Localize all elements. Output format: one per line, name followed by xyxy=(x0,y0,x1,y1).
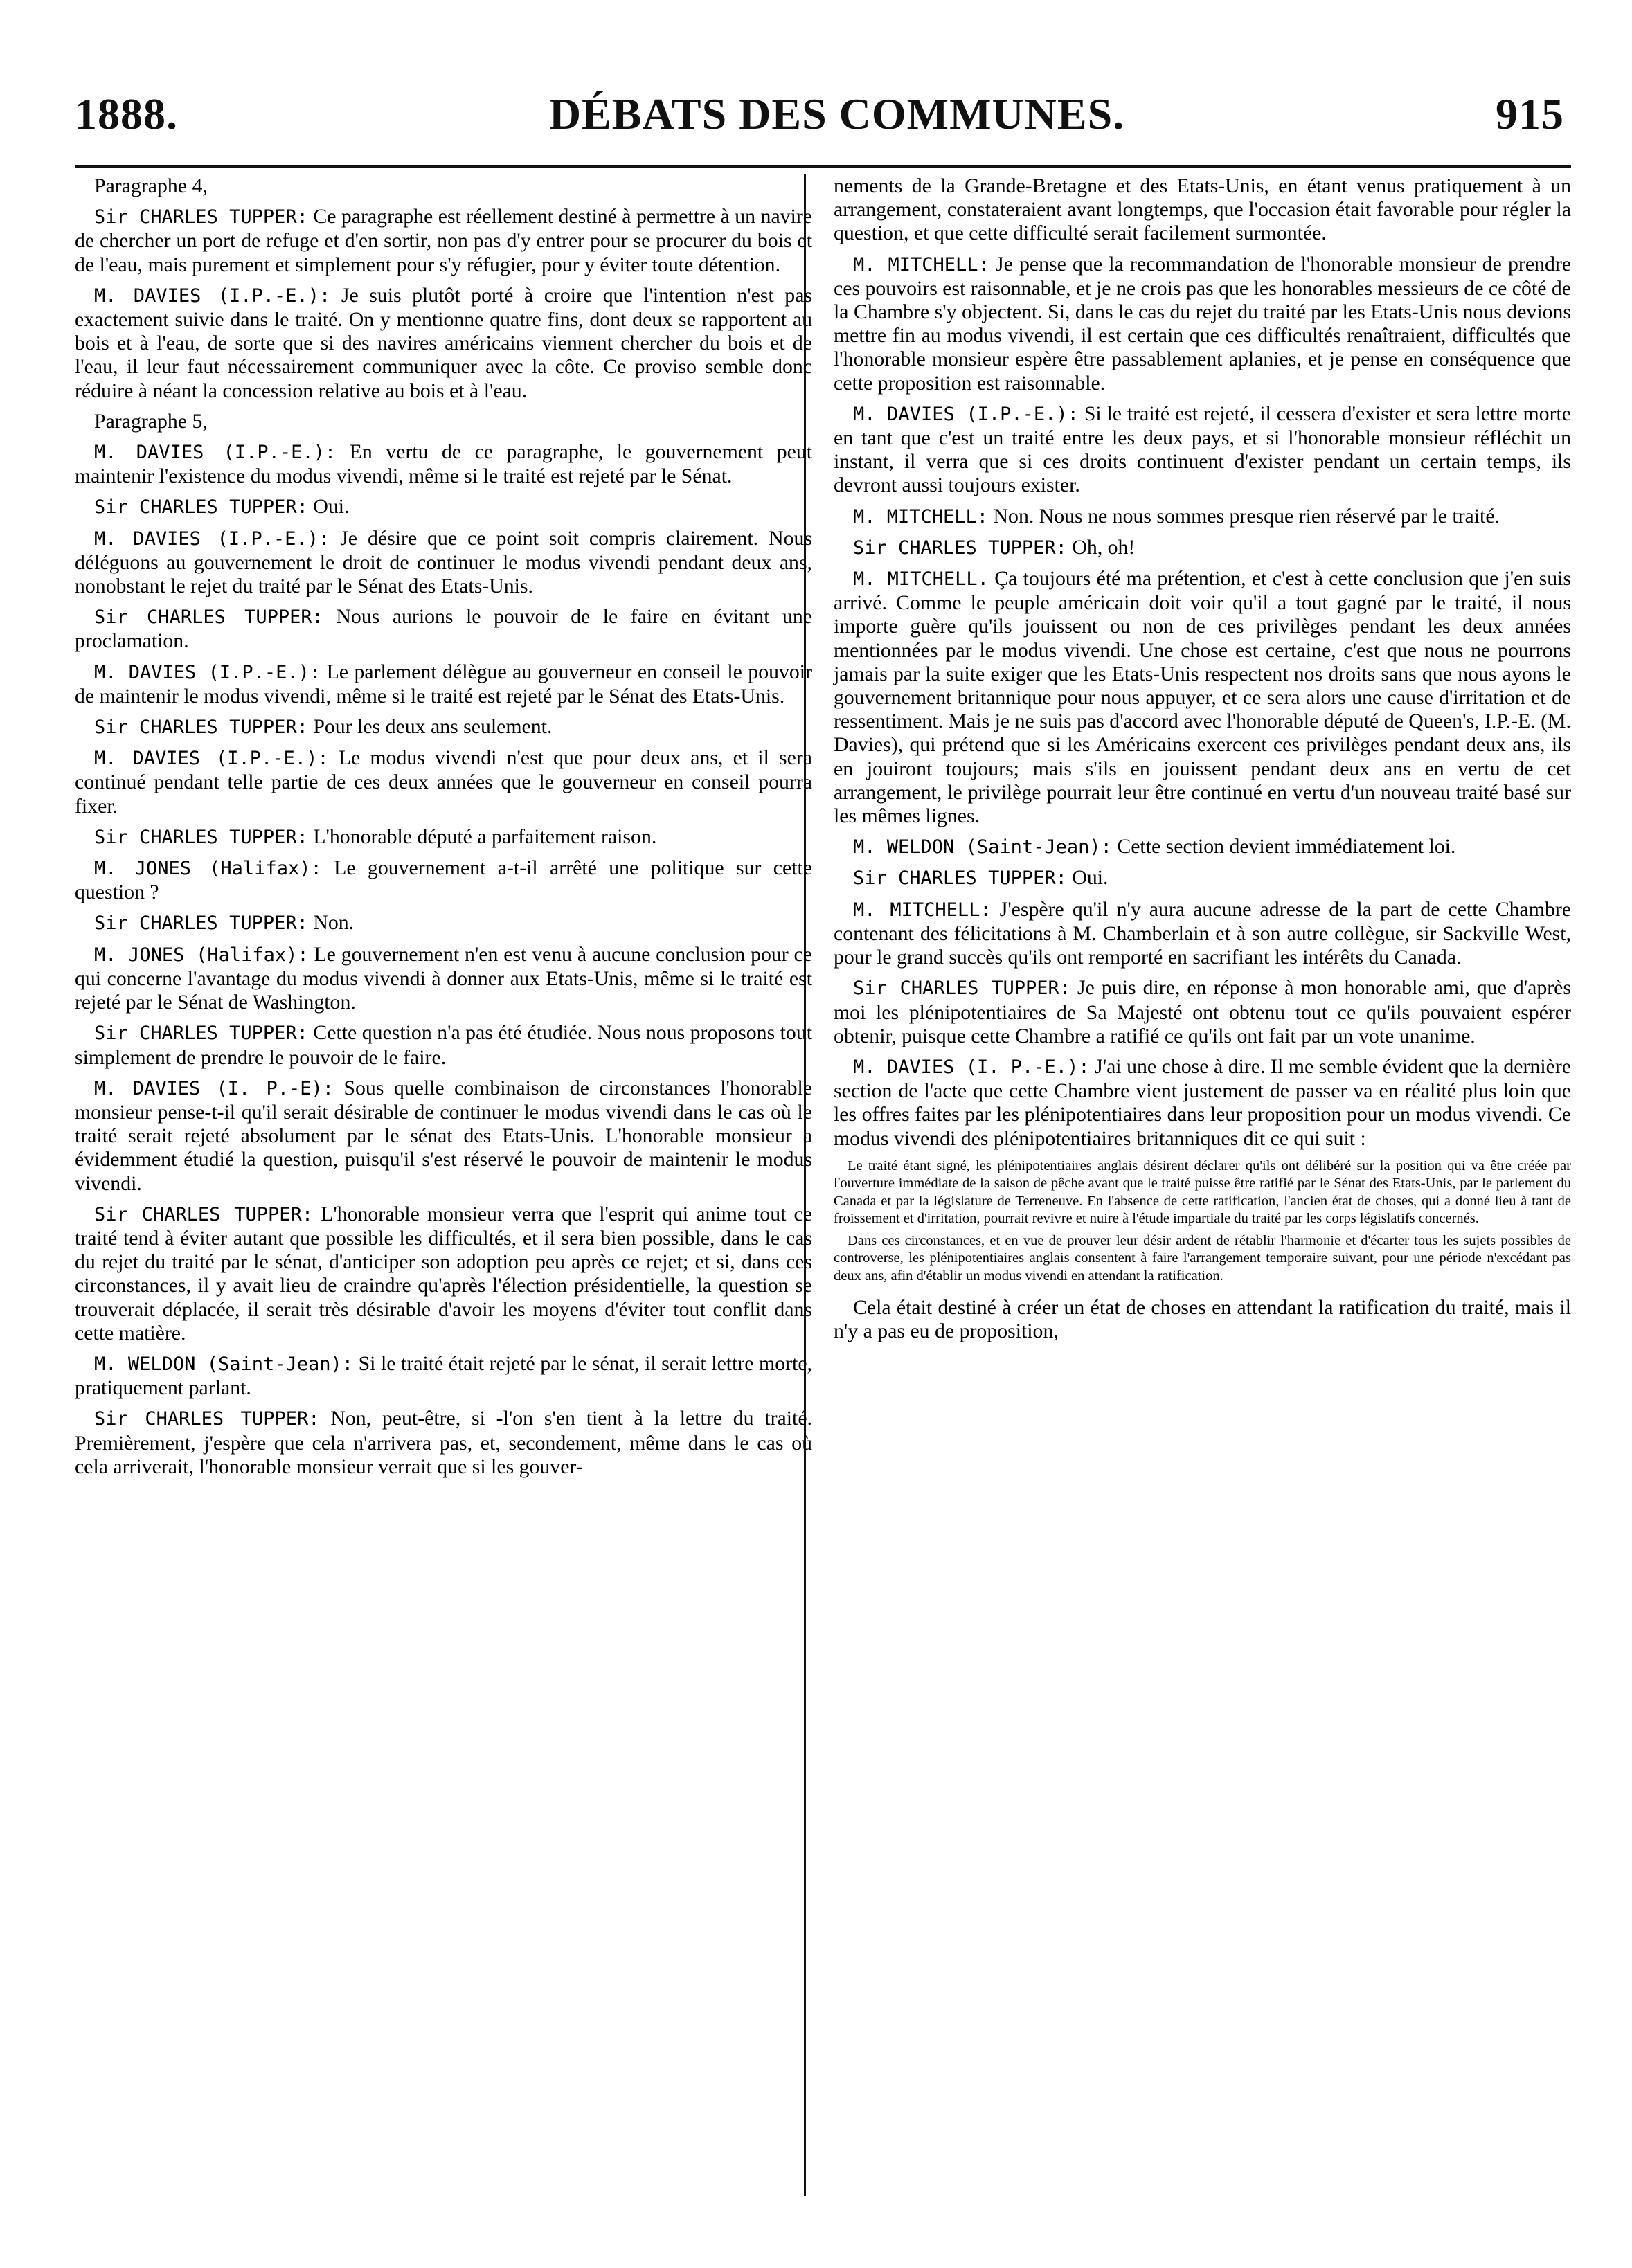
speaker-name: M. JONES (Halifax): xyxy=(94,944,309,966)
paragraph xyxy=(75,495,812,519)
speech-text: Sous quelle combinaison de circonstances l'honorable monsieur pense-t-il qu'il serait désirable de continuer le modus vivendi dans le cas où le traité serait rejeté absolument par le sénat des Etats-Unis. L'honorable monsieur a évidemment étudié la question, puisqu'il s'est réservé le pouvoir de maintenir le modus vivendi. xyxy=(75,1076,813,1195)
speech-text: Le parlement délègue au gouverneur en conseil le pouvoir de maintenir le modus vivendi, même si le traité est rejeté par le Sénat des Etats-Unis. xyxy=(75,660,812,708)
speech-text: J'ai une chose à dire. Il me semble évident que la dernière section de l'acte que cette Chambre vient justement de passer va en réalité plus loin que les offres faites par les plénipotentiaires dans leur proposition pour un modus vivendi. Ce modus vivendi des plénipotentiaires britanniques dit ce qui suit : xyxy=(834,1054,1571,1150)
paragraph xyxy=(75,660,812,708)
speech-text: Je pense que la recommandation de l'honorable monsieur de prendre ces pouvoirs est raisonnable, et je ne crois pas que les honorables messieurs de ce côté de la Chambre s'y objectent. Si, dans le cas du rejet du traité par les Etats-Unis nous devions mettre fin au modus vivendi, il est certain que ces difficultés renaîtraient, difficultés que l'honorable monsieur espère être passablement aplanies, et je pense en conséquence que cette proposition est raisonnable. xyxy=(834,252,1571,395)
speech-text: Oui. xyxy=(313,495,350,519)
speech-text: nements de la Grande-Bretagne et des Etats-Unis, en étant venus pratiquement à un arrangement, constateraient avant longtemps, que l'occasion était favorable pour régler la question, et que cette difficulté serait facilement surmontée. xyxy=(834,174,1571,245)
speaker-name: Sir CHARLES TUPPER: xyxy=(853,978,1071,1000)
paragraph xyxy=(834,536,1571,560)
speech-text: L'honorable député a parfaitement raison. xyxy=(313,825,657,848)
speaker-name: Sir CHARLES TUPPER: xyxy=(94,1408,320,1430)
speaker-name: M. MITCHELL: xyxy=(853,899,992,921)
paragraph xyxy=(75,205,812,277)
speaker-name: M. DAVIES (I.P.-E.): xyxy=(94,661,321,683)
paragraph xyxy=(834,898,1571,970)
paragraph xyxy=(834,505,1571,529)
speaker-name: M. DAVIES (I.P.-E.): xyxy=(853,403,1079,425)
quoted-passage: Dans ces circonstances, et en vue de prouver leur désir ardent de rétablir l'harmonie et d'écarter tous les sujets possibles de controverse, les plénipotentiaires anglais consentent à faire l'arrangement temporaire suivant, pour une période n'excédant pas deux ans, afin d'établir un modus vivendi en attendant la ratification. xyxy=(834,1232,1571,1284)
paragraph xyxy=(75,943,812,1015)
speaker-name: Sir CHARLES TUPPER: xyxy=(94,496,308,519)
speech-text: Paragraphe 5, xyxy=(94,409,208,433)
speech-text: Cette section devient immédiatement loi. xyxy=(1117,835,1456,858)
speech-text: L'honorable monsieur verra que l'esprit qui anime tout ce traité tend à éviter autant que possible les difficultés, et il sera bien possible, dans le cas du rejet du traité par le sénat, d'anticiper son adoption peu après ce rejet; et si, dans ces circonstances, il y avait lieu de craindre qu'après l'élection présidentielle, la question se trouverait déplacée, il serait très désirable d'avoir les moyens d'éviter tout conflit dans cette matière. xyxy=(75,1202,812,1344)
speaker-name: Sir CHARLES TUPPER: xyxy=(94,912,308,935)
speech-text: Non, peut-être, si -l'on s'en tient à la lettre du traité. Premièrement, j'espère que cela n'arrivera pas, et, secondement, même dans le cas où cela arriverait, l'honorable monsieur verrait que si les gouver- xyxy=(75,1407,813,1478)
quoted-passage: Le traité étant signé, les plénipotentiaires anglais désirent déclarer qu'ils ont délibéré sur la position qui va être créée par l'ouverture immédiate de la saison de pêche avant que le traité puisse être ratifié par le Sénat des Etats-Unis, par le parlement du Canada et par la législature de Terreneuve. En l'absence de cette ratification, l'ancien état de choses, qui a donné lieu à tant de froissement et d'irritation, pourrait revivre et nuire à l'étude impartiale du traité par les corps législatifs concernés. xyxy=(834,1158,1571,1227)
speech-text: Le modus vivendi n'est que pour deux ans, et il sera continué pendant telle partie de ces deux années que le gouverneur en conseil pourra fixer. xyxy=(75,746,812,818)
paragraph xyxy=(75,527,812,599)
closing-paragraph: Cela était destiné à créer un état de choses en attendant la ratification du traité, mais il n'y a pas eu de proposition, xyxy=(834,1296,1571,1343)
speech-text: Si le traité était rejeté par le sénat, il serait lettre morte, pratiquement parlant. xyxy=(75,1351,813,1400)
paragraph xyxy=(75,911,812,935)
speech-text: J'espère qu'il n'y aura aucune adresse de la part de cette Chambre contenant des félicitations à M. Chamberlain et à son autre collègue, sir Sackville West, pour le grand succès qu'ils ont remporté en sacrifiant les intérêts du Canada. xyxy=(834,897,1571,969)
speech-text: En vertu de ce paragraphe, le gouvernement peut maintenir l'existence du modus vivendi, même si le traité est rejeté par le Sénat. xyxy=(75,440,812,488)
journal-title: DÉBATS DES COMMUNES. xyxy=(548,89,1125,138)
paragraph xyxy=(75,605,812,653)
paragraph xyxy=(834,976,1571,1048)
speaker-name: Sir CHARLES TUPPER: xyxy=(94,1203,314,1225)
paragraph xyxy=(75,1352,812,1400)
speaker-name: M. DAVIES (I.P.-E.): xyxy=(94,442,337,464)
paragraph xyxy=(75,1077,812,1196)
speaker-name: M. MITCHELL: xyxy=(853,253,989,276)
paragraph xyxy=(834,835,1571,859)
left-column xyxy=(75,174,812,1486)
paragraph xyxy=(75,746,812,818)
paragraph xyxy=(75,1021,812,1069)
speech-text: Nous aurions le pouvoir de le faire en évitant une proclamation. xyxy=(75,605,812,653)
speech-text: Je désire que ce point soit compris clairement. Nous déléguons au gouvernement le droit de continuer le modus vivendi pendant deux ans, nonobstant le rejet du traité par le Sénat des Etats-Unis. xyxy=(75,526,812,598)
paragraph xyxy=(75,284,812,403)
speaker-name: Sir CHARLES TUPPER: xyxy=(853,537,1067,559)
speaker-name: M. DAVIES (I. P.-E.): xyxy=(853,1056,1090,1078)
speaker-name: M. DAVIES (I.P.-E.): xyxy=(94,528,330,550)
paragraph xyxy=(75,1203,812,1345)
speech-text: Non. xyxy=(313,911,355,935)
speech-text: Je puis dire, en réponse à mon honorable ami, que d'après moi les plénipotentiaires de Sa Majesté ont obtenu tout ce qu'ils pouvaient espérer obtenir, puisque cette Chambre a ratifié ce qu'ils ont fait par un vote unanime. xyxy=(834,976,1571,1047)
speaker-name: Sir CHARLES TUPPER: xyxy=(94,1023,308,1045)
paragraph xyxy=(75,410,812,433)
speech-text: Cette question n'a pas été étudiée. Nous nous proposons tout simplement de prendre le pouvoir de le faire. xyxy=(75,1021,812,1069)
paragraph xyxy=(834,174,1571,246)
paragraph xyxy=(75,715,812,739)
text-columns xyxy=(75,174,1571,1486)
speech-text: Le gouvernement a-t-il arrêté une politique sur cette question ? xyxy=(75,856,813,904)
header-rule xyxy=(75,165,1571,168)
speaker-name: Sir CHARLES TUPPER: xyxy=(94,206,308,228)
speech-text: Je suis plutôt porté à croire que l'intention n'est pas exactement suivie dans le traité. On y mentionne quatre fins, dont deux se rapportent au bois et à l'eau, de sorte que si des navires américains viennent chercher du bois et de l'eau, il leur faut nécessairement communiquer avec la côte. Ce proviso semble donc réduire à néant la concession relative au bois et à l'eau. xyxy=(75,283,813,402)
speaker-name: M. DAVIES (I.P.-E.): xyxy=(94,285,331,307)
paragraph xyxy=(75,856,812,904)
paragraph xyxy=(75,440,812,488)
paragraph xyxy=(834,567,1571,828)
paragraph xyxy=(75,1407,812,1479)
paragraph xyxy=(834,1055,1571,1151)
speaker-name: M. WELDON (Saint-Jean): xyxy=(94,1353,354,1375)
speaker-name: M. DAVIES (I.P.-E.): xyxy=(94,748,329,770)
paragraph xyxy=(75,825,812,849)
speech-text: Non. Nous ne nous sommes presque rien réservé par le traité. xyxy=(993,504,1500,528)
speaker-name: M. WELDON (Saint-Jean): xyxy=(853,836,1112,858)
speech-text: Le gouvernement n'en est venu à aucune conclusion pour ce qui concerne l'avantage du modus vivendi à donner aux Etats-Unis, même si le traité est rejeté par le Sénat de Washington. xyxy=(75,942,812,1014)
speaker-name: M. MITCHELL. xyxy=(853,568,989,591)
speech-text: Oh, oh! xyxy=(1072,535,1136,559)
speaker-name: Sir CHARLES TUPPER: xyxy=(94,826,308,848)
running-header xyxy=(75,89,1571,161)
speech-text: Ce paragraphe est réellement destiné à permettre à un navire de chercher un port de refuge et d'en sortir, non pas d'y entrer pour se procurer du bois et de l'eau, mais purement et simplement pour s'y réfugier, pour y éviter toute détention. xyxy=(75,205,812,276)
speaker-name: Sir CHARLES TUPPER: xyxy=(853,867,1067,890)
speech-text: Paragraphe 4, xyxy=(94,174,208,197)
speech-text: Oui. xyxy=(1072,866,1109,890)
speaker-name: M. DAVIES (I. P.-E): xyxy=(94,1077,334,1099)
right-column xyxy=(834,174,1571,1486)
speaker-name: Sir CHARLES TUPPER: xyxy=(94,606,323,629)
speech-text: Ça toujours été ma prétention, et c'est à cette conclusion que j'en suis arrivé. Comme le peuple américain doit voir qu'il a tout gagné par le traité, il nous importe guère qu'ils jouissent ou non de ces privilèges pendant les deux années mentionnées par le modus vivendi. Une chose est certaine, c'est que nous ne pourrons jamais par la suite exiger que les Etats-Unis respectent nos droits sans que nous ayons le gouvernement britannique pour nous appuyer, et ce sera alors une cause d'irritation et de ressentiment. Mais je ne suis pas d'accord avec l'honorable député de Queen's, I.P.-E. (M. Davies), qui prétend que si les Américains exercent ces privilèges pendant deux ans, ils en jouiront toujours; mais s'ils en jouissent pendant deux ans en vertu de cet arrangement, le privilège pourrait leur être continué en vertu d'un nouveau traité basé sur les mêmes lignes. xyxy=(834,567,1571,828)
year: 1888. xyxy=(75,89,178,138)
paragraph xyxy=(834,866,1571,890)
paragraph xyxy=(75,174,812,198)
speaker-name: M. JONES (Halifax): xyxy=(94,858,322,880)
speaker-name: M. MITCHELL: xyxy=(853,505,989,528)
page-number: 915 xyxy=(1496,89,1564,138)
paragraph xyxy=(834,402,1571,498)
paragraph xyxy=(834,253,1571,395)
speech-text: Pour les deux ans seulement. xyxy=(313,715,553,739)
speech-text: Si le traité est rejeté, il cessera d'exister et sera lettre morte en tant que c'est un traité entre les deux pays, et si l'honorable monsieur réfléchit un instant, il verra que si ces droits continuent d'exister pendant un certain temps, ils devront aussi toujours exister. xyxy=(834,402,1572,497)
speaker-name: Sir CHARLES TUPPER: xyxy=(94,717,308,739)
